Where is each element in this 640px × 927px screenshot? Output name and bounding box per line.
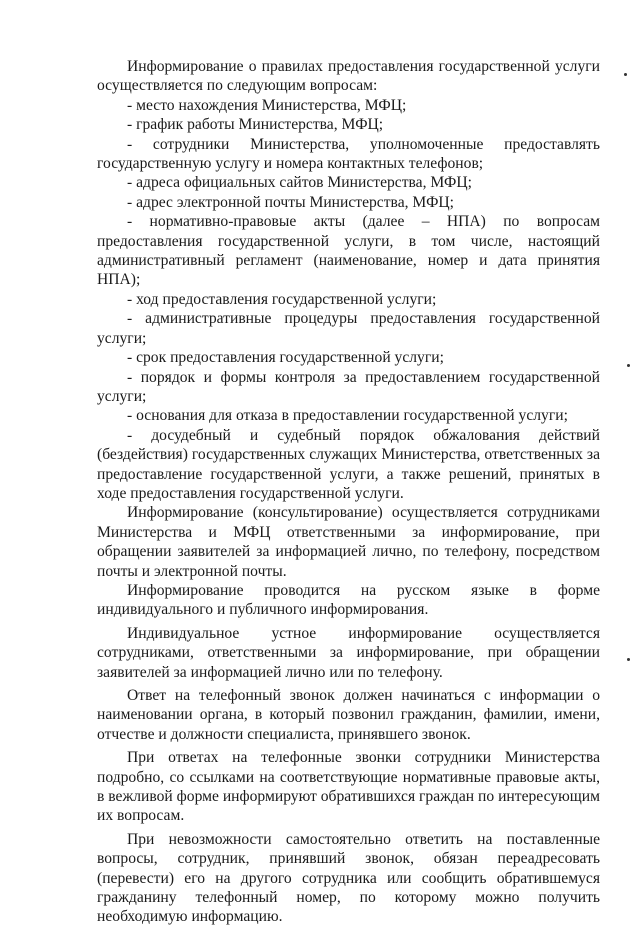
- paragraph: Информирование проводится на русском языке в форме индивидуального и публичного информирования.: [97, 581, 600, 619]
- list-item: - график работы Министерства, МФЦ;: [127, 116, 384, 134]
- list-item: - нормативно-правовые акты (далее – НПА) по вопросам предоставления государственной услуги, в том числе, настоящий административный регламент (наименование, номер и дата принятия НПА);: [97, 213, 600, 289]
- document-body: [97, 57, 600, 927]
- list-item: - срок предоставления государственной услуги;: [127, 349, 444, 367]
- paragraph: Информирование о правилах предоставления государственной услуги осуществляется по следующим вопросам:: [97, 58, 600, 95]
- paragraph: Информирование (консультирование) осуществляется сотрудниками Министерства и МФЦ ответственными за информирование, при обращении заявителей за информацией лично, по телефону, посредством почты и электронной почты.: [97, 504, 600, 580]
- list-item: - место нахождения Министерства, МФЦ;: [127, 96, 407, 114]
- list-item: - адреса официальных сайтов Министерства, МФЦ;: [127, 174, 472, 192]
- scan-speck: [624, 73, 627, 76]
- paragraph: При ответах на телефонные звонки сотрудники Министерства подробно, со ссылками на соответствующие нормативные правовые акты, в вежливой форме информируют обратившихся граждан по интересующим их вопросам.: [97, 749, 600, 825]
- list-item: - досудебный и судебный порядок обжалования действий (бездействия) государственных служащих Министерства, ответственных за предоставление государственной услуги, а также решений, принятых в ходе предоставления государственной услуги.: [97, 426, 600, 502]
- paragraph: При невозможности самостоятельно ответить на поставленные вопросы, сотрудник, принявший звонок, обязан переадресовать (перевести) его на другого сотрудника или сообщить обратившемуся гражданину телефонный номер, по которому можно получить необходимую информацию.: [97, 830, 600, 926]
- scan-speck: [627, 658, 630, 661]
- scan-speck: [627, 364, 630, 367]
- list-item: - основания для отказа в предоставлении государственной услуги;: [127, 407, 568, 425]
- list-item: - сотрудники Министерства, уполномоченные предоставлять государственную услугу и номера контактных телефонов;: [97, 135, 600, 173]
- list-item: - административные процедуры предоставления государственной услуги;: [97, 310, 600, 347]
- list-item: - порядок и формы контроля за предоставлением государственной услуги;: [97, 368, 600, 405]
- list-item: - адрес электронной почты Министерства, МФЦ;: [127, 193, 454, 211]
- list-item: - ход предоставления государственной услуги;: [127, 290, 437, 308]
- paragraph: Ответ на телефонный звонок должен начинаться с информации о наименовании органа, в который позвонил гражданин, фамилии, имени, отчестве и должности специалиста, принявшего звонок.: [97, 687, 600, 743]
- paragraph: Индивидуальное устное информирование осуществляется сотрудниками, ответственными за информирование, при обращении заявителей за информацией лично или по телефону.: [97, 624, 600, 681]
